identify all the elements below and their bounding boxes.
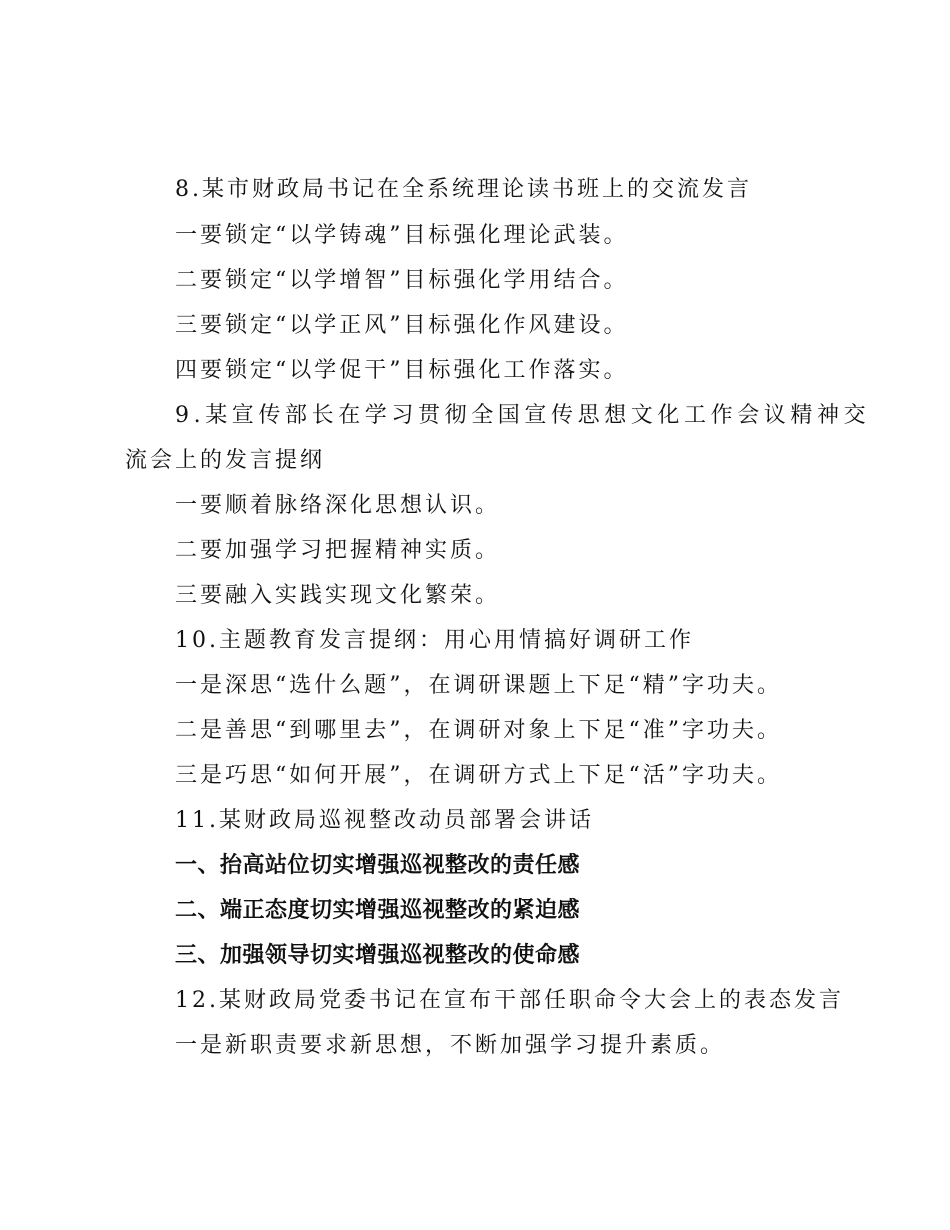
section-11-title: 11.某财政局巡视整改动员部署会讲话 [175, 808, 594, 833]
section-10-item-2: 二是善思“到哪里去”，在调研对象上下足“准”字功夫。 [175, 718, 782, 743]
section-9-title-line-1: 9.某宣传部长在学习贯彻全国宣传思想文化工作会议精神交 [175, 403, 871, 428]
section-11-heading-1: 一、抬高站位切实增强巡视整改的责任感 [175, 853, 581, 878]
section-9-title-line-2: 流会上的发言提纲 [125, 448, 326, 473]
section-9-item-2: 二要加强学习把握精神实质。 [175, 538, 501, 563]
section-8-item-1: 一要锁定“以学铸魂”目标强化理论武装。 [175, 223, 629, 248]
section-8-item-2: 二要锁定“以学增智”目标强化学用结合。 [175, 268, 629, 293]
section-11-heading-3: 三、加强领导切实增强巡视整改的使命感 [175, 943, 581, 968]
section-10-item-1: 一是深思“选什么题”，在调研课题上下足“精”字功夫。 [175, 673, 782, 698]
section-8-item-3: 三要锁定“以学正风”目标强化作风建设。 [175, 313, 629, 338]
section-12-item-1: 一是新职责要求新思想，不断加强学习提升素质。 [175, 1033, 726, 1058]
section-11-heading-2: 二、端正态度切实增强巡视整改的紧迫感 [175, 898, 581, 923]
section-8-title: 8.某市财政局书记在全系统理论读书班上的交流发言 [175, 177, 752, 202]
section-10-title: 10.主题教育发言提纲：用心用情搞好调研工作 [175, 628, 694, 653]
section-12-title: 12.某财政局党委书记在宣布干部任职命令大会上的表态发言 [175, 988, 844, 1013]
section-9-item-3: 三要融入实践实现文化繁荣。 [175, 583, 501, 608]
section-8-item-4: 四要锁定“以学促干”目标强化工作落实。 [175, 358, 629, 383]
section-9-item-1: 一要顺着脉络深化思想认识。 [175, 493, 501, 518]
section-10-item-3: 三是巧思“如何开展”，在调研方式上下足“活”字功夫。 [175, 763, 782, 788]
